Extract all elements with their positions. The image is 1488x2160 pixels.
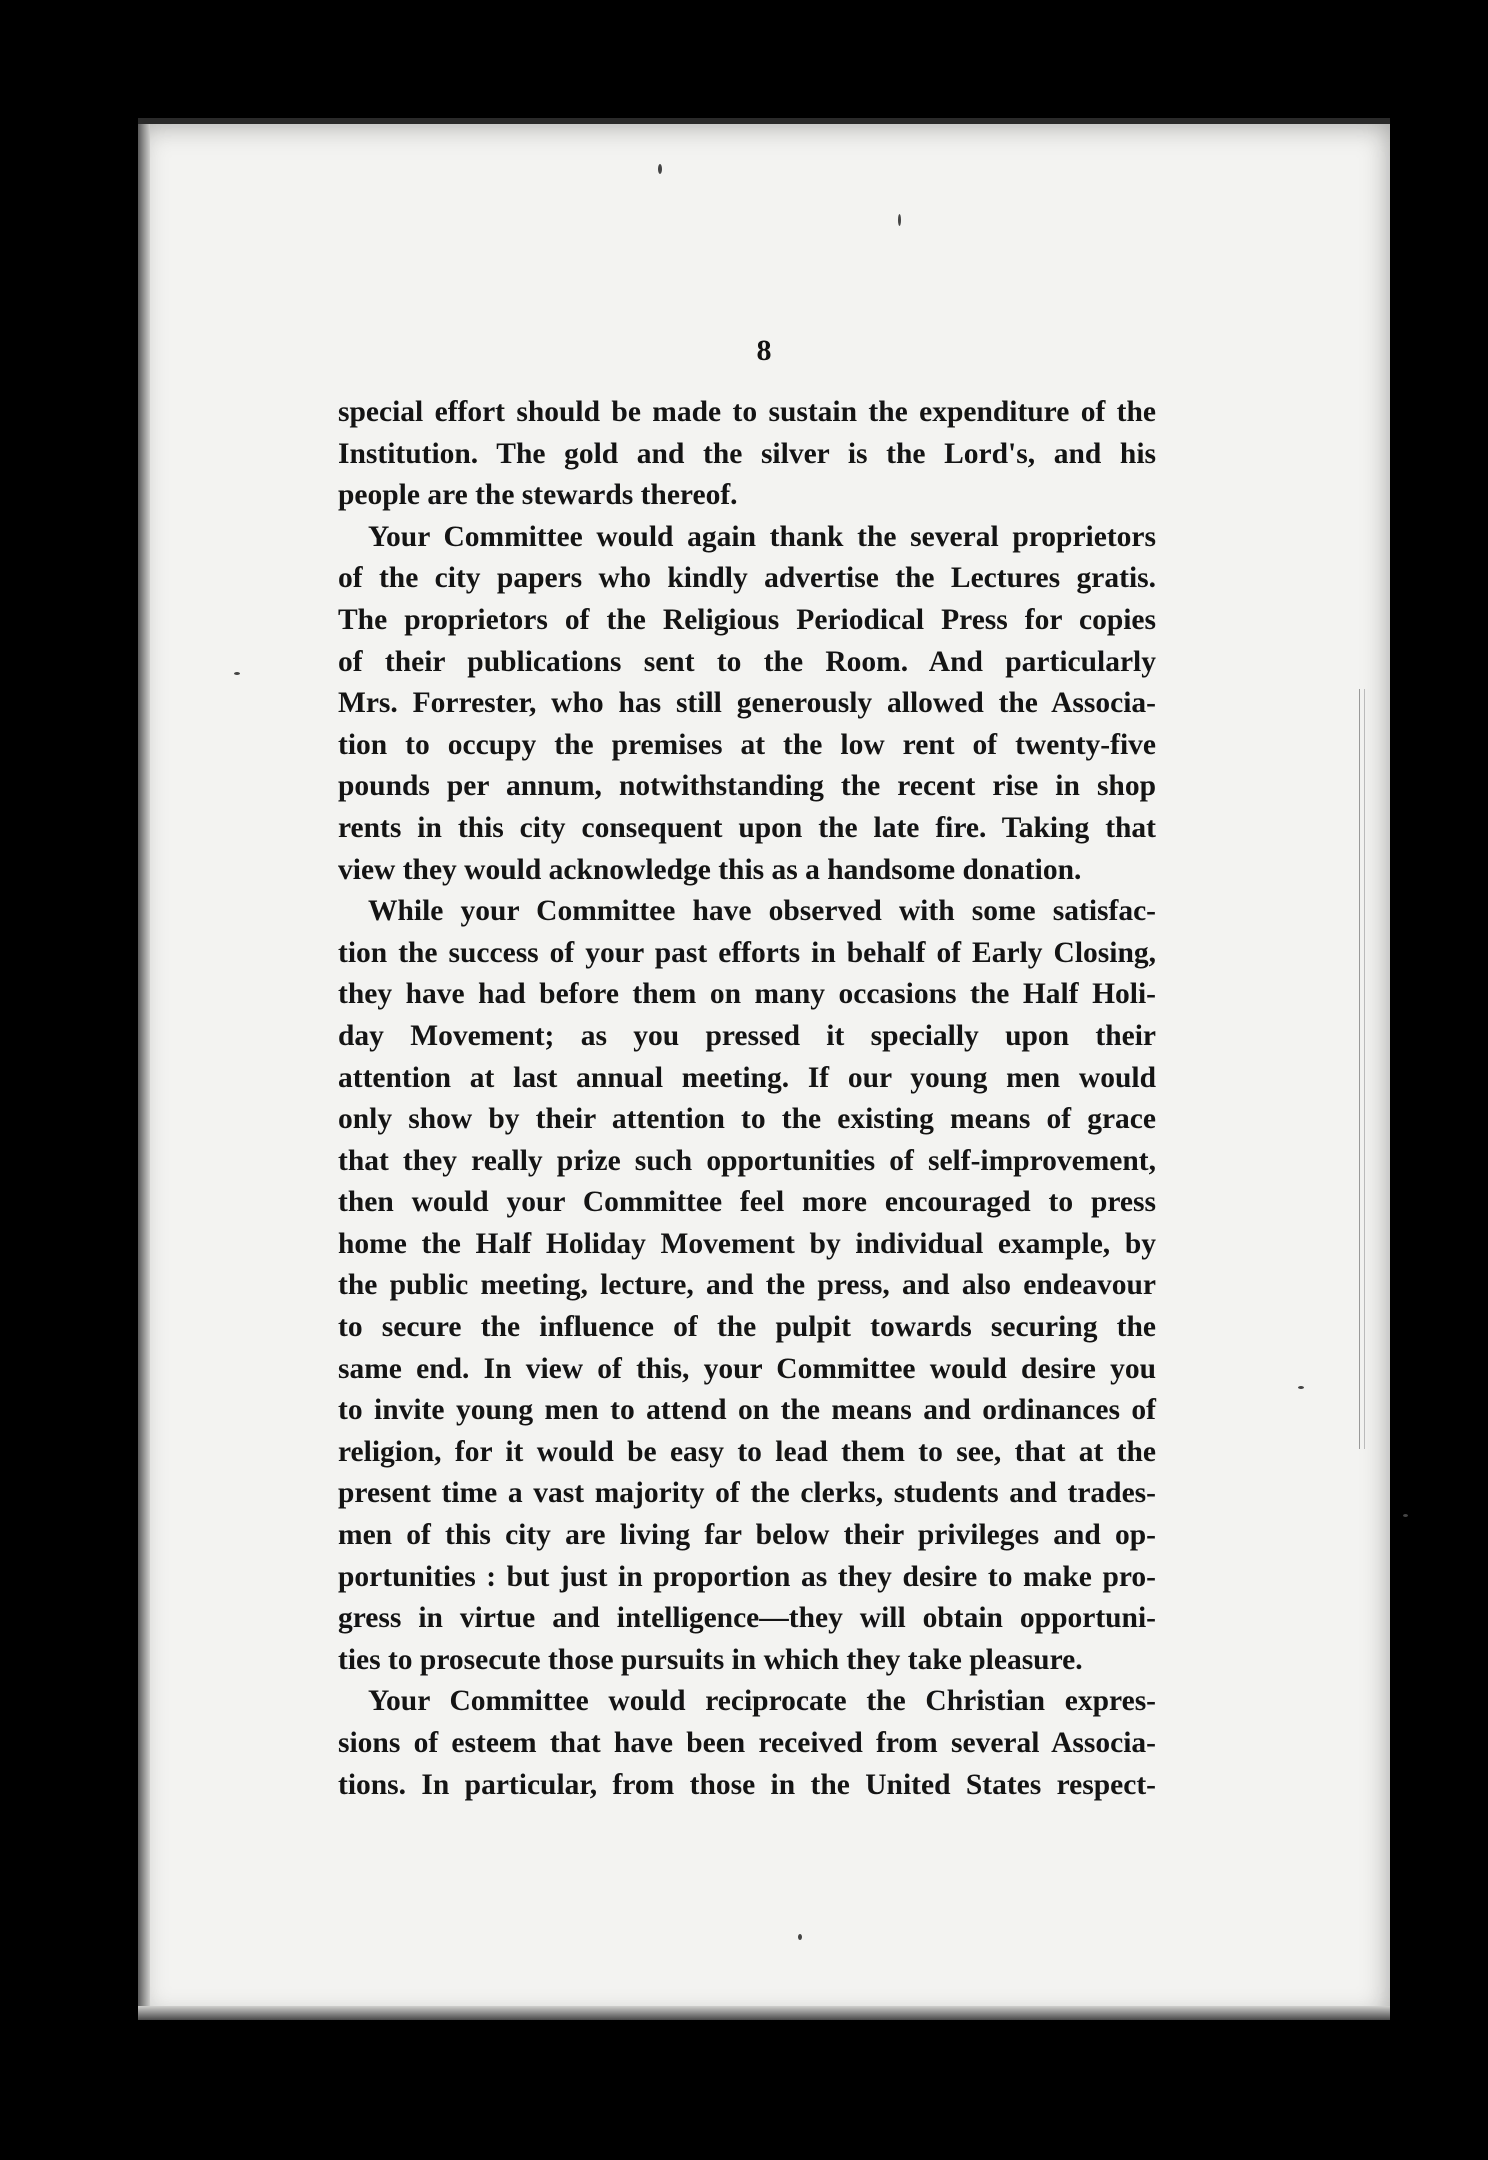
text-line: gress in virtue and intelligence—they will obtain opportuni- bbox=[338, 1602, 1156, 1635]
text-line: tion the success of your past efforts in behalf of Early Closing, bbox=[338, 936, 1156, 969]
text-line: they have had before them on many occasions the Half Holi- bbox=[338, 978, 1156, 1011]
text-line: view they would acknowledge this as a handsome donation. bbox=[338, 853, 1082, 886]
text-line: pounds per annum, notwithstanding the recent rise in shop bbox=[338, 770, 1156, 803]
margin-rule bbox=[1359, 689, 1365, 1449]
text-line: religion, for it would be easy to lead them to see, that at the bbox=[338, 1435, 1156, 1468]
body-text bbox=[338, 392, 1156, 1806]
text-line: same end. In view of this, your Committee would desire you bbox=[338, 1352, 1156, 1385]
text-line: portunities : but just in proportion as they desire to make pro- bbox=[338, 1560, 1156, 1593]
text-line: men of this city are living far below their privileges and op- bbox=[338, 1519, 1156, 1552]
speck-mark bbox=[1298, 1386, 1304, 1389]
page-number: 8 bbox=[756, 334, 772, 367]
text-line: to invite young men to attend on the means and ordinances of bbox=[338, 1394, 1156, 1427]
speck-mark bbox=[898, 214, 901, 226]
text-line: Mrs. Forrester, who has still generously allowed the Associa- bbox=[338, 687, 1156, 720]
text-line: rents in this city consequent upon the late fire. Taking that bbox=[338, 811, 1156, 844]
page-bottom-edge bbox=[138, 2006, 1390, 2020]
text-line: of the city papers who kindly advertise the Lectures gratis. bbox=[338, 562, 1156, 595]
text-line: While your Committee have observed with some satisfac- bbox=[368, 895, 1156, 928]
text-line: home the Half Holiday Movement by individual example, by bbox=[338, 1227, 1156, 1260]
speck-mark bbox=[798, 1934, 802, 1940]
text-line: Institution. The gold and the silver is the Lord's, and his bbox=[338, 437, 1156, 470]
text-line: the public meeting, lecture, and the press, and also endeavour bbox=[338, 1269, 1156, 1302]
text-line: sions of esteem that have been received from several Associa- bbox=[338, 1727, 1156, 1759]
text-line: day Movement; as you pressed it specially upon their bbox=[338, 1019, 1156, 1052]
document-page bbox=[138, 118, 1390, 2020]
text-line: The proprietors of the Religious Periodical Press for copies bbox=[338, 603, 1156, 636]
binding-edge bbox=[138, 124, 150, 2020]
text-line: that they really prize such opportunities of self-improvement, bbox=[338, 1144, 1156, 1177]
text-line: tions. In particular, from those in the United States respect- bbox=[338, 1768, 1156, 1801]
speck-mark bbox=[234, 672, 240, 675]
text-line: Your Committee would again thank the several proprietors bbox=[368, 520, 1156, 553]
text-line: attention at last annual meeting. If our young men would bbox=[338, 1061, 1156, 1094]
text-line: present time a vast majority of the clerks, students and trades- bbox=[338, 1477, 1156, 1510]
text-line: of their publications sent to the Room. And particularly bbox=[338, 645, 1156, 678]
text-line: only show by their attention to the existing means of grace bbox=[338, 1103, 1156, 1136]
text-line: ties to prosecute those pursuits in which they take pleasure. bbox=[338, 1643, 1083, 1676]
text-line: tion to occupy the premises at the low rent of twenty-five bbox=[338, 728, 1156, 761]
text-line: Your Committee would reciprocate the Christian expres- bbox=[368, 1685, 1156, 1718]
speck-mark bbox=[1403, 1514, 1408, 1517]
text-line: then would your Committee feel more encouraged to press bbox=[338, 1186, 1156, 1219]
text-line: people are the stewards thereof. bbox=[338, 479, 738, 512]
speck-mark bbox=[658, 164, 662, 174]
text-line: to secure the influence of the pulpit towards securing the bbox=[338, 1311, 1156, 1344]
text-line: special effort should be made to sustain the expenditure of the bbox=[338, 396, 1156, 428]
